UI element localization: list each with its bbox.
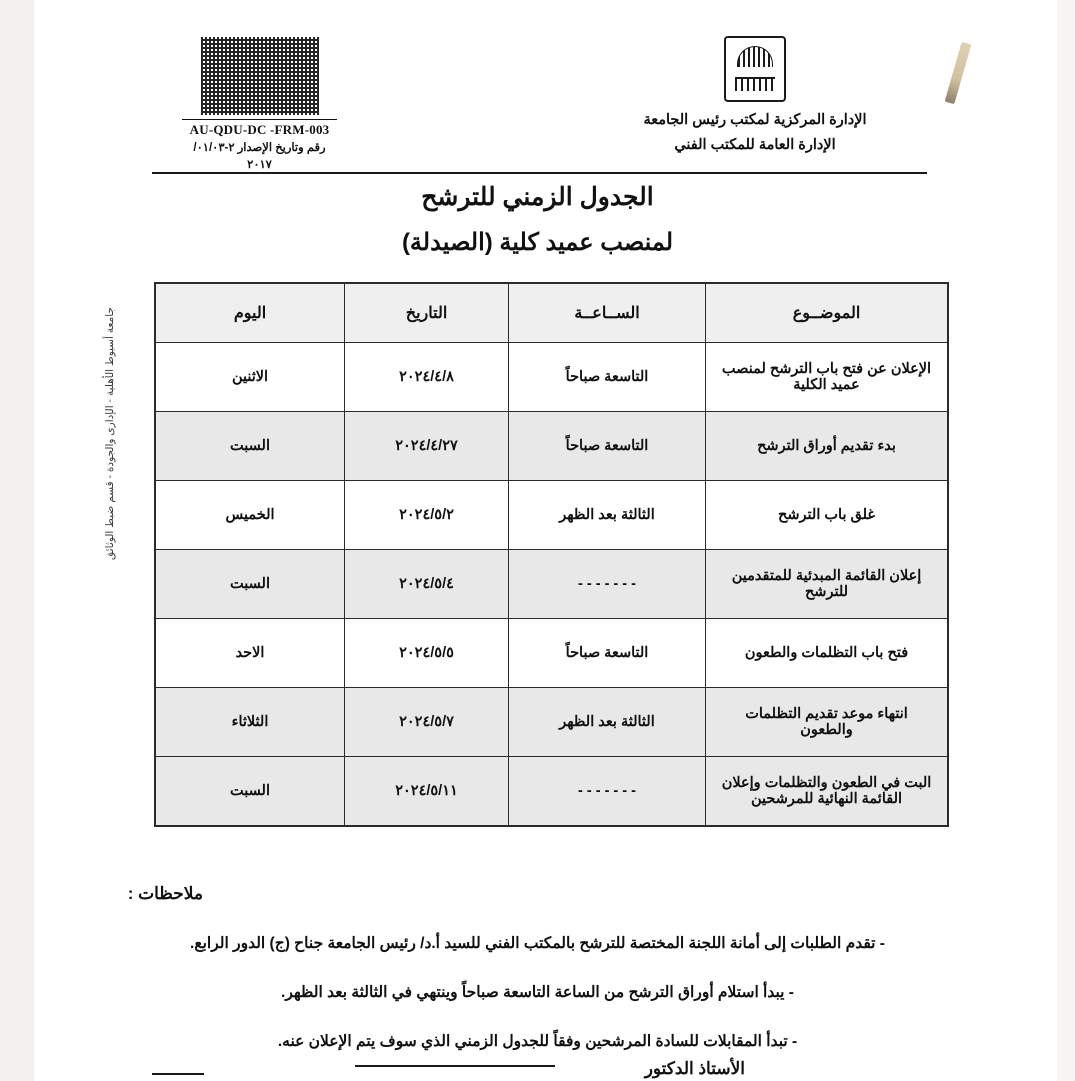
organization-header	[595, 36, 915, 157]
cell-time: التاسعة صباحاً	[509, 412, 706, 481]
cell-day: الخميس	[155, 481, 345, 550]
cell-day: الاثنين	[155, 343, 345, 412]
issue-line-2: ٢٠١٧	[247, 158, 272, 171]
note-item: - تقدم الطلبات إلى أمانة اللجنة المختصة للترشح بالمكتب الفني للسيد أ.د/ رئيس الجامعة جناح (ج) الدور الرابع.	[190, 935, 885, 952]
cell-date: ٢٠٢٤/٥/٢	[345, 481, 509, 550]
table-row	[155, 550, 948, 619]
column-header-date: التاريخ	[345, 283, 509, 343]
cell-day: الثلاثاء	[155, 688, 345, 757]
scan-edge-left	[0, 0, 34, 1081]
university-logo-icon	[724, 36, 786, 102]
table-row	[155, 619, 948, 688]
notes-title: ملاحظات :	[127, 884, 203, 903]
table-header-row	[155, 283, 948, 343]
cell-date: ٢٠٢٤/٥/٤	[345, 550, 509, 619]
org-line-1: الإدارة المركزية لمكتب رئيس الجامعة	[643, 112, 867, 128]
cell-subject: إعلان القائمة المبدئية للمتقدمين للترشح	[706, 550, 949, 619]
table-body	[155, 343, 948, 827]
cell-subject: البت في الطعون والتظلمات وإعلان القائمة النهائية للمرشحين	[706, 757, 949, 827]
column-header-day: اليوم	[155, 283, 345, 343]
pen-icon	[945, 42, 972, 104]
cell-date: ٢٠٢٤/٥/١١	[345, 757, 509, 827]
signature-rule-left	[152, 1073, 204, 1075]
cell-time: التاسعة صباحاً	[509, 343, 706, 412]
cell-date: ٢٠٢٤/٥/٧	[345, 688, 509, 757]
cell-time: - - - - - - -	[509, 757, 706, 827]
cell-date: ٢٠٢٤/٥/٥	[345, 619, 509, 688]
table-row	[155, 688, 948, 757]
form-code-block	[182, 36, 337, 173]
cell-time: الثالثة بعد الظهر	[509, 688, 706, 757]
page-title: الجدول الزمني للترشح	[421, 183, 654, 211]
signature-name: الأستاذ الدكتور	[644, 1059, 745, 1078]
issue-info	[182, 140, 337, 173]
cell-day: الاحد	[155, 619, 345, 688]
table-row	[155, 481, 948, 550]
column-header-subject: الموضــوع	[706, 283, 949, 343]
note-item: - يبدأ استلام أوراق الترشح من الساعة التاسعة صباحاً وينتهي في الثالثة بعد الظهر.	[281, 983, 794, 1001]
side-margin-text: جامعة أسيوط الأهلية - الإدارى والجودة - قسم ضبط الوثائق	[104, 307, 116, 560]
header-divider	[152, 172, 927, 174]
form-code: AU-QDU-DC -FRM-003	[189, 122, 330, 137]
table-row	[155, 757, 948, 827]
schedule-table	[154, 282, 949, 827]
cell-day: السبت	[155, 412, 345, 481]
table-row	[155, 412, 948, 481]
cell-subject: بدء تقديم أوراق الترشح	[706, 412, 949, 481]
column-header-time: الســاعــة	[509, 283, 706, 343]
cell-time: - - - - - - -	[509, 550, 706, 619]
issue-line-1: رقم وتاريخ الإصدار ٢-٠١/٠٣/	[193, 142, 326, 154]
signature-rule	[355, 1065, 555, 1067]
org-line-2: الإدارة العامة للمكتب الفني	[674, 136, 836, 153]
table-row	[155, 343, 948, 412]
cell-date: ٢٠٢٤/٤/٨	[345, 343, 509, 412]
cell-date: ٢٠٢٤/٤/٢٧	[345, 412, 509, 481]
note-item: - تبدأ المقابلات للسادة المرشحين وفقاً للجدول الزمني الذي سوف يتم الإعلان عنه.	[277, 1032, 798, 1050]
qr-code-icon	[200, 36, 320, 116]
cell-subject: الإعلان عن فتح باب الترشح لمنصب عميد الكلية	[706, 343, 949, 412]
schedule-table-wrapper	[154, 282, 949, 827]
cell-time: الثالثة بعد الظهر	[509, 481, 706, 550]
form-code-underline	[182, 119, 337, 138]
notes-list	[150, 932, 925, 1078]
cell-subject: غلق باب الترشح	[706, 481, 949, 550]
cell-time: التاسعة صباحاً	[509, 619, 706, 688]
cell-subject: انتهاء موعد تقديم التظلمات والطعون	[706, 688, 949, 757]
page-subtitle: لمنصب عميد كلية (الصيدلة)	[401, 229, 674, 256]
cell-subject: فتح باب التظلمات والطعون	[706, 619, 949, 688]
cell-day: السبت	[155, 550, 345, 619]
scan-edge-right	[1057, 0, 1075, 1081]
cell-day: السبت	[155, 757, 345, 827]
